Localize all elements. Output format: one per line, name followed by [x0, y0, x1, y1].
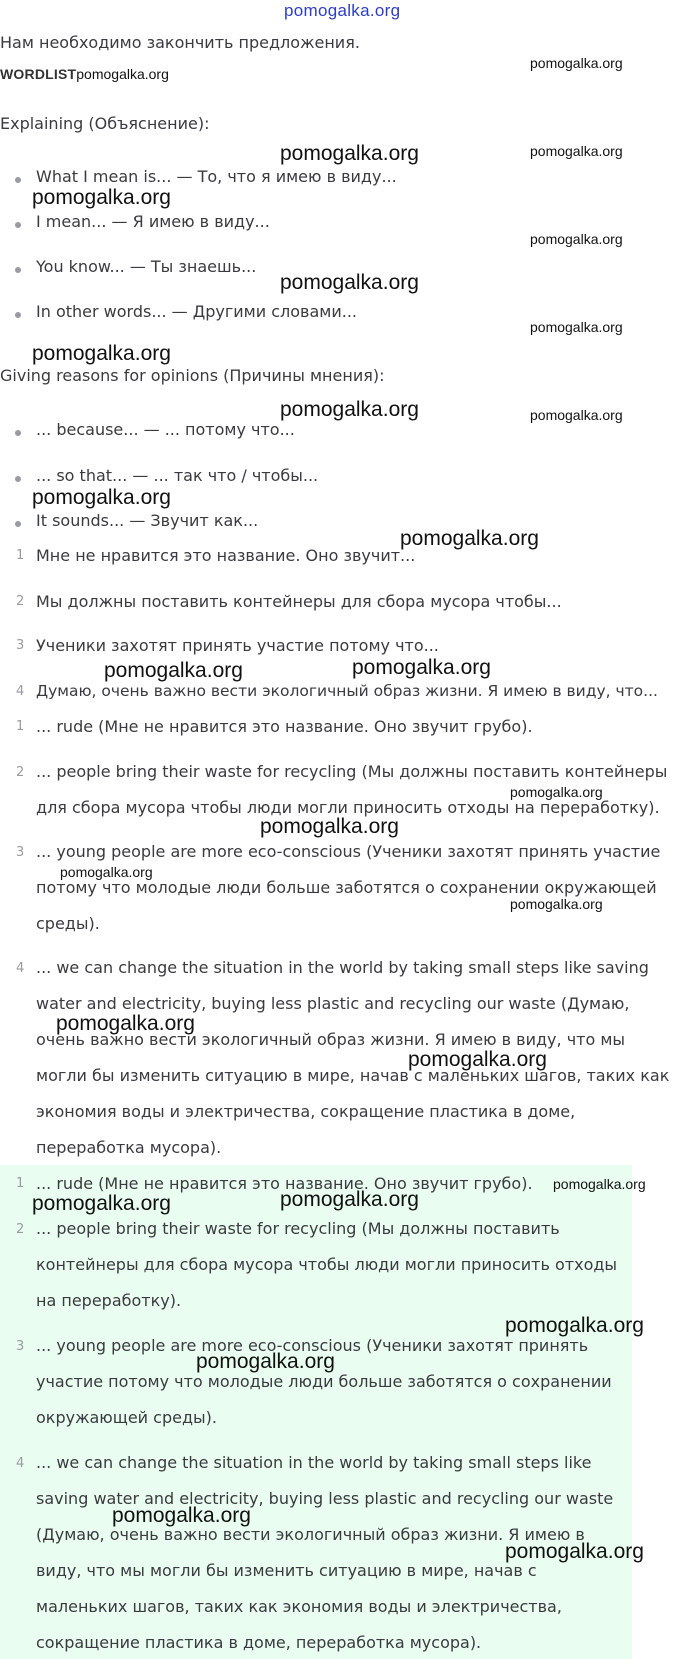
answer-text: ... we can change the situation in the world by taking small steps like saving water and electricity, buying less plastic and recycling our waste (Думаю, очень важно вести экологичный образ жизни. Я имею в виду, что мы могли бы изменить ситуацию в мире, начав с маленьких шагов, таких как экономия воды и электричества, сокращение пластика в доме, переработка мусора).: [36, 1453, 614, 1652]
watermark: pomogalka.org: [280, 142, 419, 165]
watermark: pomogalka.org: [400, 527, 539, 550]
explaining-item: You know... — Ты знаешь...: [36, 257, 257, 276]
watermark: pomogalka.org: [553, 1176, 646, 1192]
watermark: pomogalka.org: [280, 1188, 419, 1211]
bullet-dot: [15, 222, 21, 228]
bullet-dot: [15, 177, 21, 183]
watermark: pomogalka.org: [280, 398, 419, 421]
answer-number: 4: [16, 1456, 25, 1471]
answer-number: 1: [16, 719, 25, 734]
watermark: pomogalka.org: [76, 66, 169, 82]
watermark: pomogalka.org: [32, 486, 171, 509]
explaining-item: I mean... — Я имею в виду...: [36, 212, 270, 231]
watermark: pomogalka.org: [32, 342, 171, 365]
reasons-heading: Giving reasons for opinions (Причины мнения):: [0, 366, 385, 385]
reasons-item: ... because... — ... потому что...: [36, 420, 295, 439]
watermark: pomogalka.org: [505, 1314, 644, 1337]
bullet-dot: [15, 312, 21, 318]
answer-number: 2: [16, 1222, 25, 1237]
watermark: pomogalka.org: [408, 1048, 547, 1071]
bullet-dot: [15, 267, 21, 273]
answer-text: ... rude (Мне не нравится это название. Оно звучит грубо).: [36, 1174, 533, 1193]
explaining-item: In other words... — Другими словами...: [36, 302, 358, 321]
watermark: pomogalka.org: [530, 407, 623, 423]
watermark: pomogalka.org: [260, 815, 399, 838]
answer-number: 1: [16, 1176, 25, 1191]
answer-number: 2: [16, 765, 25, 780]
reasons-item: ... so that... — ... так что / чтобы...: [36, 466, 319, 485]
watermark: pomogalka.org: [510, 896, 603, 912]
answer-text: ... people bring their waste for recycling (Мы должны поставить контейнеры для сбора мусора чтобы люди могли приносить отходы на переработку).: [36, 1219, 618, 1310]
watermark: pomogalka.org: [510, 784, 603, 800]
task-number: 3: [16, 638, 25, 653]
task-number: 2: [16, 594, 25, 609]
watermark: pomogalka.org: [530, 319, 623, 335]
watermark: pomogalka.org: [32, 186, 171, 209]
watermark: pomogalka.org: [280, 271, 419, 294]
bullet-dot: [15, 430, 21, 436]
wordlist-label-row: [0, 66, 169, 84]
watermark: pomogalka.org: [530, 55, 623, 71]
reasons-item: It sounds... — Звучит как...: [36, 511, 259, 530]
answer-text: ... we can change the situation in the world by taking small steps like saving water and electricity, buying less plastic and recycling our waste (Думаю, очень важно вести экологичный образ жизни. Я имею в виду, что мы могли бы изменить ситуацию в мире, начав с маленьких шагов, таких как экономия воды и электричества, сокращение пластика в доме, переработка мусора).: [36, 958, 670, 1157]
answer-text: ... people bring their waste for recycling (Мы должны поставить контейнеры для сбора мусора чтобы люди могли приносить отходы на переработку).: [36, 762, 668, 817]
watermark: pomogalka.org: [56, 1012, 195, 1035]
watermark: pomogalka.org: [60, 864, 153, 880]
task-sentence: Мы должны поставить контейнеры для сбора мусора чтобы...: [36, 592, 562, 611]
bullet-dot: [15, 521, 21, 527]
watermark-top: pomogalka.org: [284, 1, 401, 20]
watermark: pomogalka.org: [112, 1504, 251, 1527]
explaining-heading: Explaining (Объяснение):: [0, 114, 210, 133]
watermark: pomogalka.org: [196, 1350, 335, 1373]
answer-text: ... rude (Мне не нравится это название. Оно звучит грубо).: [36, 717, 533, 736]
watermark: pomogalka.org: [530, 143, 623, 159]
task-sentence: Ученики захотят принять участие потому что...: [36, 636, 439, 655]
answer-number: 3: [16, 1339, 25, 1354]
bullet-dot: [15, 476, 21, 482]
task-sentence: Думаю, очень важно вести экологичный образ жизни. Я имею в виду, что...: [36, 682, 658, 700]
answer-text: ... young people are more eco-conscious (Ученики захотят принять участие потому что молодые люди больше заботятся о сохранении окружающей среды).: [36, 842, 661, 933]
answer-number: 4: [16, 961, 25, 976]
page-title: Нам необходимо закончить предложения.: [0, 33, 360, 52]
watermark: pomogalka.org: [505, 1540, 644, 1563]
explaining-item: What I mean is... — То, что я имею в виду...: [36, 167, 397, 186]
task-number: 1: [16, 548, 25, 563]
watermark: pomogalka.org: [352, 656, 491, 679]
task-sentence: Мне не нравится это название. Оно звучит...: [36, 546, 416, 565]
task-number: 4: [16, 684, 25, 699]
watermark: pomogalka.org: [104, 659, 243, 682]
watermark: pomogalka.org: [530, 231, 623, 247]
answer-number: 3: [16, 845, 25, 860]
watermark: pomogalka.org: [32, 1192, 171, 1215]
wordlist-label: WORDLIST: [0, 66, 77, 82]
answer-text: ... young people are more eco-conscious (Ученики захотят принять участие потому что молодые люди больше заботятся о сохранении окружающей среды).: [36, 1336, 612, 1427]
